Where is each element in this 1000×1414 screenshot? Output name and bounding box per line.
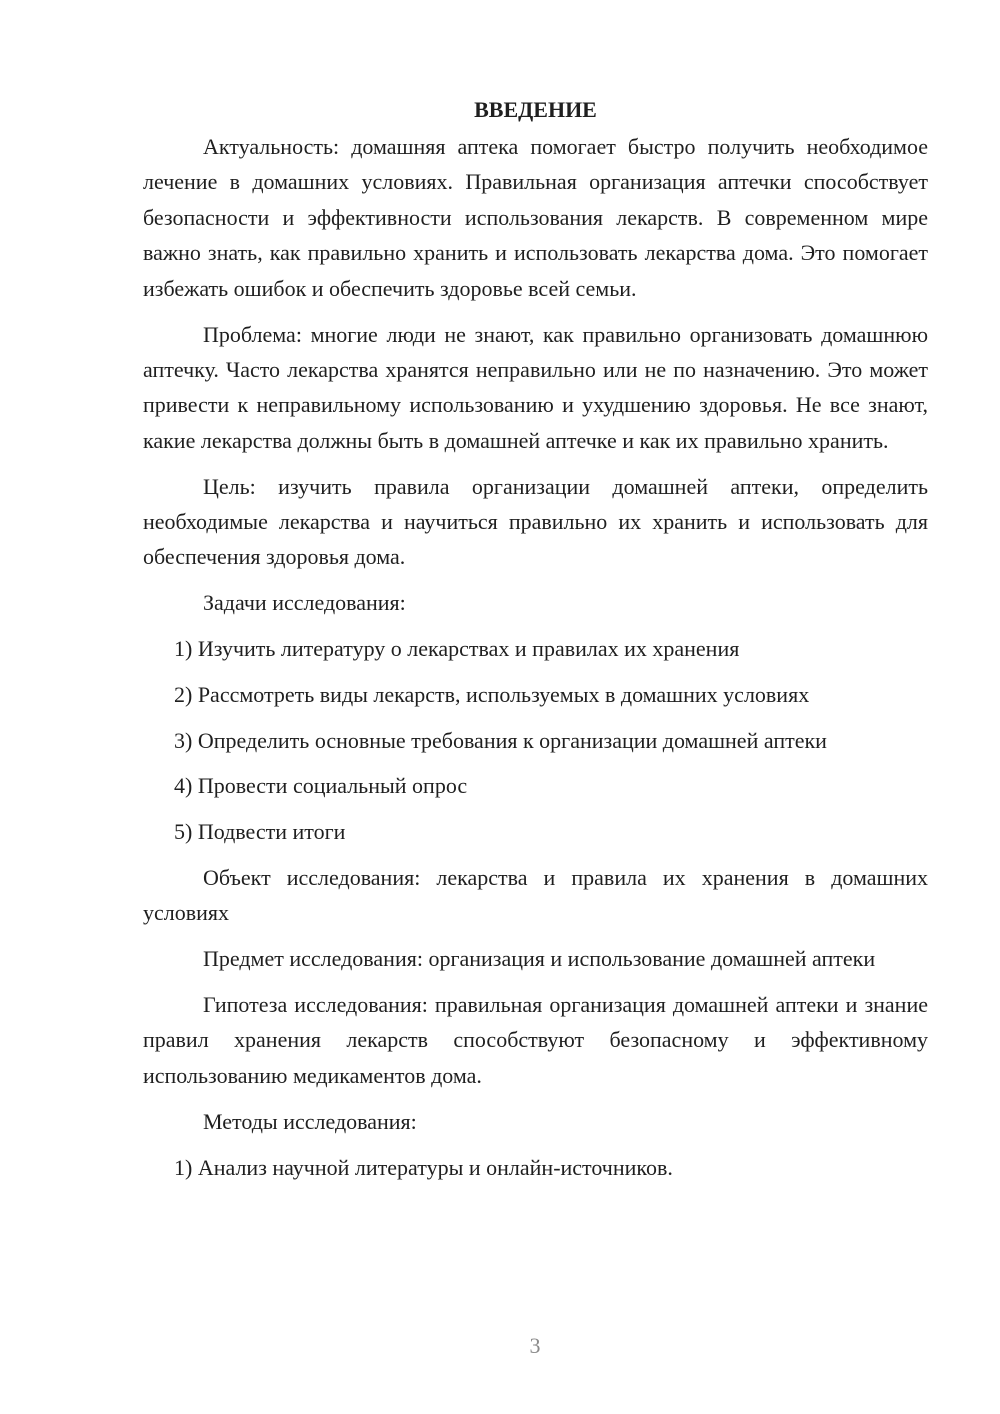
page-number: 3 (529, 1333, 541, 1358)
hypothesis-paragraph: Гипотеза исследования: правильная организация домашней аптеки и знание правил хранения лекарств способствуют безопасному и эффективному использованию медикаментов дома. (143, 992, 928, 1088)
subject-paragraph: Предмет исследования: организация и использование домашней аптеки (203, 946, 876, 972)
relevance-paragraph: Актуальность: домашняя аптека помогает быстро получить необходимое лечение в домашних условиях. Правильная организация аптечки способствует безопасности и эффективности использования лекарств. В современном мире важно знать, как правильно хранить и использовать лекарства дома. Это помогает избежать ошибок и обеспечить здоровье всей семьи. (143, 134, 928, 301)
task-item: 5) Подвести итоги (174, 819, 346, 845)
object-paragraph: Объект исследования: лекарства и правила их хранения в домашних условиях (143, 864, 928, 926)
task-item: 1) Изучить литературу о лекарствах и правилах их хранения (174, 636, 740, 662)
problem-paragraph: Проблема: многие люди не знают, как правильно организовать домашнюю аптечку. Часто лекарства хранятся неправильно или не по назначению. Это может привести к неправильному использованию и ухудшению здоровья. Не все знают, какие лекарства должны быть в домашней аптечке и как их правильно хранить. (143, 321, 928, 453)
tasks-list (143, 631, 928, 849)
section-heading: ВВЕДЕНИЕ (474, 97, 597, 122)
document-page (143, 92, 928, 1195)
task-item: 3) Определить основные требования к организации домашней аптеки (174, 727, 827, 753)
method-item: 1) Анализ научной литературы и онлайн-источников. (174, 1154, 673, 1180)
goal-paragraph: Цель: изучить правила организации домашней аптеки, определить необходимые лекарства и научиться правильно их хранить и использовать для обеспечения здоровья дома. (143, 473, 928, 570)
tasks-title: Задачи исследования: (203, 590, 406, 616)
task-item: 4) Провести социальный опрос (174, 773, 468, 799)
task-item: 2) Рассмотреть виды лекарств, используемых в домашних условиях (174, 681, 810, 707)
methods-title: Методы исследования: (203, 1108, 417, 1134)
methods-list (143, 1150, 928, 1185)
